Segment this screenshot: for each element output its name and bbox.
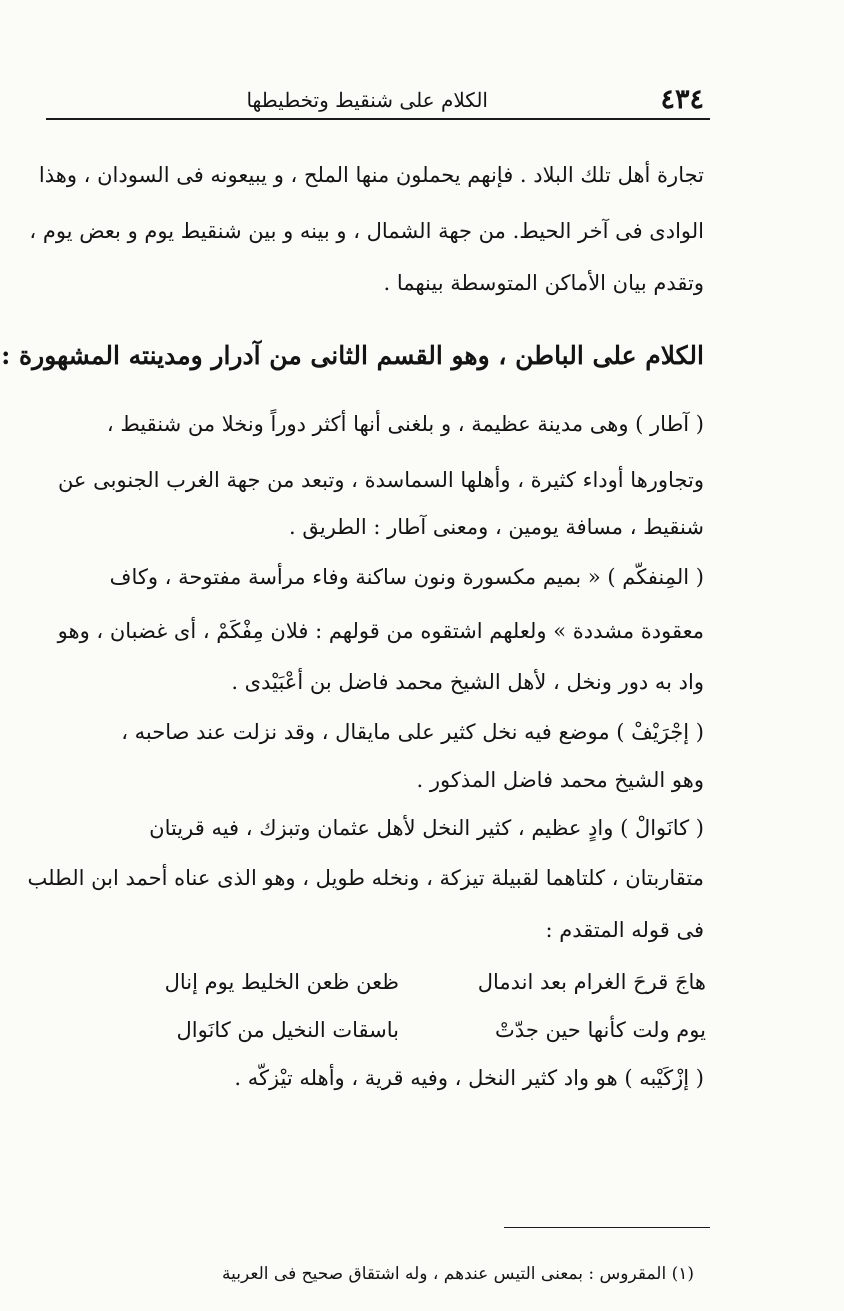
footnote: (١) المقروس : بمعنى التيس عندهم ، وله اشتقاق صحيح فى العربية <box>222 1264 694 1284</box>
entry-minfakkam-line-1: ( المِنفكّم ) « بميم مكسورة ونون ساكنة وفاء مرأسة مفتوحة ، وكاف <box>109 565 704 589</box>
entry-atar-line-2: وتجاورها أوداء كثيرة ، وأهلها السماسدة ، وتبعد من جهة الغرب الجنوبى عن <box>57 468 704 492</box>
entry-ijrayf-line-1: ( إجْرَيْفْ ) موضع فيه نخل كثير على مايقال ، وقد نزلت عند صاحبه ، <box>121 720 704 744</box>
verse-2-second-hemistich: باسقات النخيل من كانَوال <box>176 1018 399 1042</box>
page-header <box>46 82 710 120</box>
entry-kanawal-line-1: ( كانَوالْ ) وادٍ عظيم ، كثير النخل لأهل عثمان وتبزك ، فيه قريتان <box>149 816 704 840</box>
running-title: الكلام على شنقيط وتخطيطها <box>246 88 488 112</box>
verse-2-first-hemistich: يوم ولت كأنها حين جدّتْ <box>495 1018 706 1042</box>
entry-minfakkam-line-3: واد به دور ونخل ، لأهل الشيخ محمد فاضل بن أعْبَيْدى . <box>231 670 704 694</box>
entry-ijrayf-line-2: وهو الشيخ محمد فاضل المذكور . <box>416 768 704 792</box>
entry-kanawal-line-2: متقاربتان ، كلتاهما لقبيلة تيزكة ، ونخله طويل ، وهو الذى عناه أحمد ابن الطلب <box>27 866 704 890</box>
intro-line-3: وتقدم بيان الأماكن المتوسطة بينهما . <box>383 271 704 295</box>
entry-lakraynat-line-2 <box>138 1160 704 1200</box>
page-number: ٤٣٤ <box>660 84 704 115</box>
verse-1-second-hemistich: ظعن ظعن الخليط يوم إنال <box>164 970 399 994</box>
entry-kanawal-line-3: فى قوله المتقدم : <box>545 918 704 942</box>
entry-izkaybih-line-1: ( إزْكَيْبه ) هو واد كثير النخل ، وفيه قرية ، وأهله تيْزكّه . <box>234 1066 704 1090</box>
entry-minfakkam-line-2: معقودة مشددة » ولعلهم اشتقوه من قولهم : فلان مِفْكَمْ ، أى غضبان ، وهو <box>57 619 704 643</box>
entry-lakraynat-line-1 <box>138 1111 704 1151</box>
intro-line-2: الوادى فى آخر الحيط. من جهة الشمال ، و بينه و بين شنقيط يوم و بعض يوم ، <box>29 219 704 243</box>
verse-1-first-hemistich: هاجَ قرحَ الغرام بعد اندمال <box>477 970 706 994</box>
entry-atar-line-1: ( آطار ) وهى مدينة عظيمة ، و بلغنى أنها أكثر دوراً ونخلا من شنقيط ، <box>106 412 704 436</box>
footnote-divider <box>504 1227 710 1228</box>
entry-atar-line-3: شنقيط ، مسافة يومين ، ومعنى آطار : الطريق . <box>288 515 704 539</box>
section-heading: الكلام على الباطن ، وهو القسم الثانى من آدرار ومدينته المشهورة : <box>1 341 704 370</box>
intro-line-1: تجارة أهل تلك البلاد . فإنهم يحملون منها الملح ، و يبيعونه فى السودان ، وهذا <box>38 163 704 187</box>
